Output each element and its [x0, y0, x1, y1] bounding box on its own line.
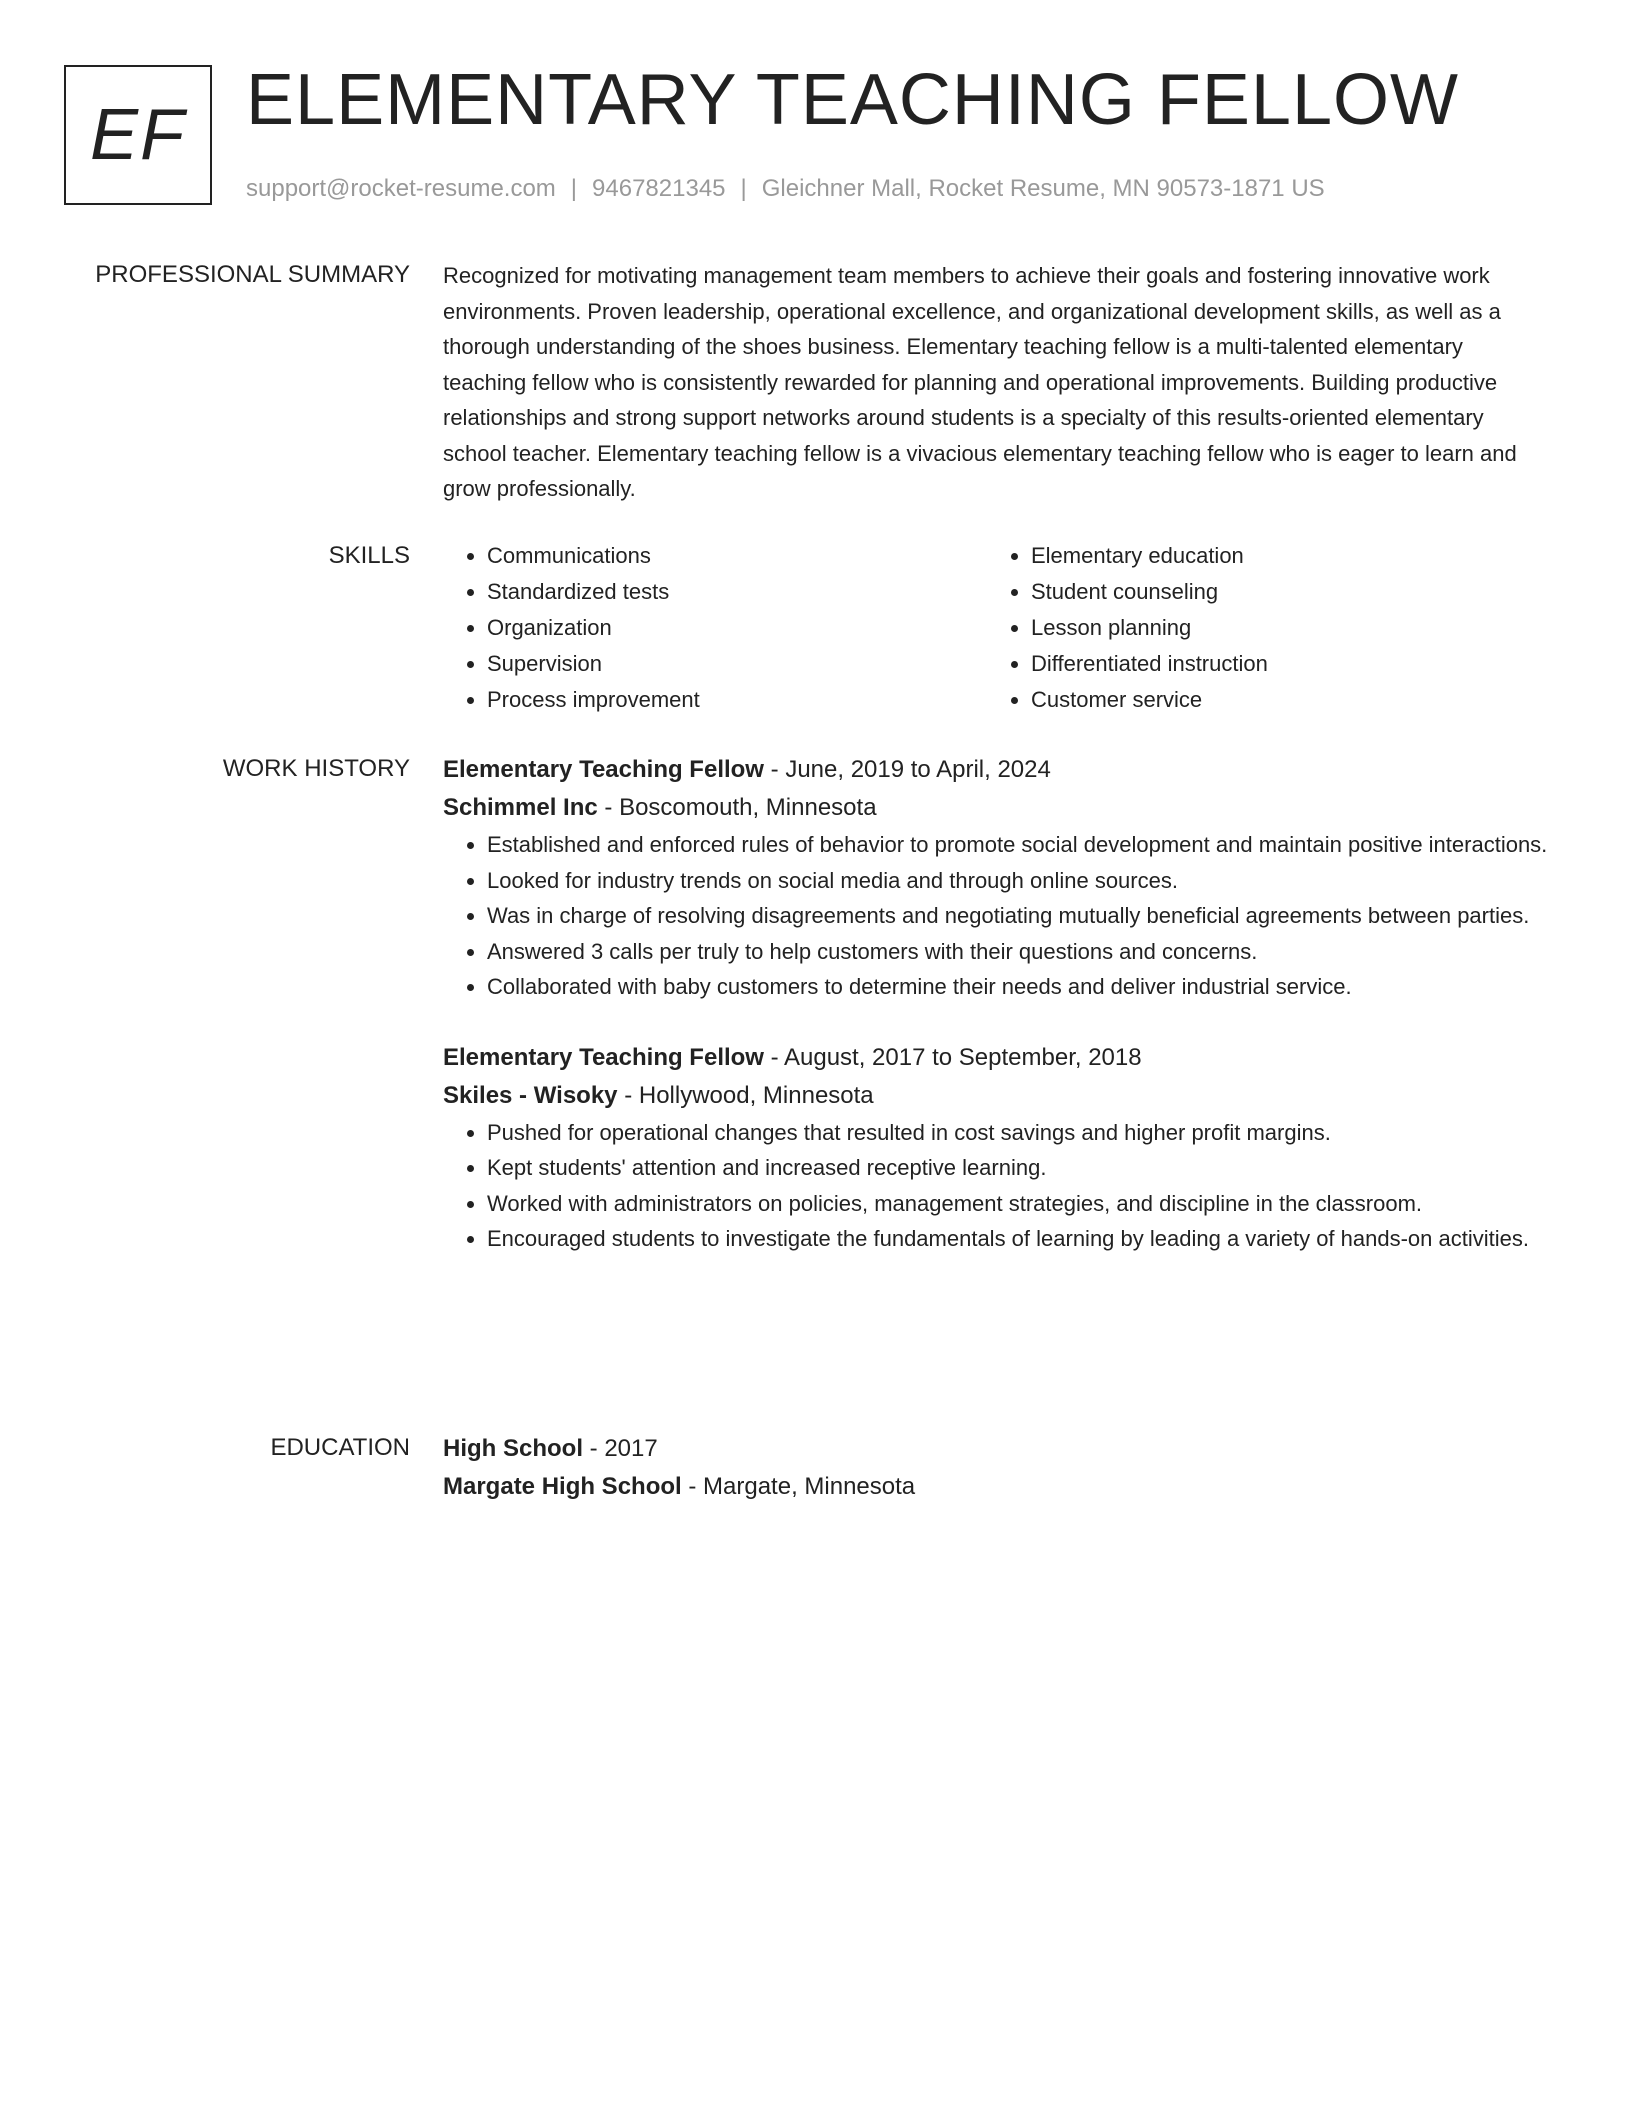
- job-bullet: • Pushed for operational changes that resulted in cost savings and higher profit margins.: [487, 1115, 1549, 1151]
- skill-item: • Student counseling: [1031, 574, 1531, 610]
- job-title-line: [443, 751, 1549, 789]
- contact-address: Gleichner Mall, Rocket Resume, MN 90573-1871 US: [761, 175, 1325, 202]
- job-company-line: [443, 789, 1549, 827]
- education-school: Margate High School: [443, 1473, 682, 1500]
- job-company: Schimmel Inc: [443, 794, 598, 821]
- job-title-line: [443, 1039, 1549, 1077]
- job-bullet-list: [443, 827, 1549, 1005]
- skill-item: • Elementary education: [1031, 538, 1531, 574]
- job-bullet: • Established and enforced rules of behavior to promote social development and maintain positive interactions.: [487, 827, 1549, 863]
- summary-body: [443, 258, 1549, 507]
- education-degree-line: [443, 1430, 1549, 1468]
- monogram-logo: [64, 65, 212, 205]
- contact-separator: |: [740, 175, 747, 202]
- contact-separator: |: [570, 175, 578, 202]
- education-location: - Margate, Minnesota: [688, 1473, 916, 1500]
- skills-heading: SKILLS: [328, 542, 410, 569]
- job-bullet: • Worked with administrators on policies, management strategies, and discipline in the classroom.: [487, 1186, 1549, 1222]
- skill-item: • Customer service: [1031, 682, 1531, 718]
- job-bullet: • Encouraged students to investigate the fundamentals of learning by leading a variety of hands-on activities.: [487, 1221, 1549, 1257]
- contact-line: [246, 173, 1325, 205]
- contact-email: support@rocket-resume.com: [246, 175, 556, 202]
- job-bullet: • Was in charge of resolving disagreements and negotiating mutually beneficial agreements between parties.: [487, 898, 1549, 934]
- job-entry: [443, 1039, 1549, 1257]
- job-role: Elementary Teaching Fellow: [443, 1043, 764, 1071]
- skill-item: • Lesson planning: [1031, 610, 1531, 646]
- job-location: - Boscomouth, Minnesota: [604, 794, 877, 821]
- job-company: Skiles - Wisoky: [443, 1081, 618, 1109]
- education-degree: High School: [443, 1435, 583, 1462]
- job-bullet: • Collaborated with baby customers to determine their needs and deliver industrial service.: [487, 969, 1549, 1005]
- skills-body: [443, 538, 1549, 718]
- job-dates: - June, 2019 to April, 2024: [770, 756, 1051, 783]
- job-company-line: [443, 1077, 1549, 1115]
- job-location: - Hollywood, Minnesota: [624, 1081, 874, 1109]
- skill-item: • Standardized tests: [487, 574, 987, 610]
- education-body: [443, 1430, 1549, 1506]
- job-bullet-list: [443, 1115, 1549, 1257]
- job-role: Elementary Teaching Fellow: [443, 756, 764, 783]
- skills-list-right: [987, 538, 1531, 718]
- job-bullet: • Answered 3 calls per truly to help customers with their questions and concerns.: [487, 934, 1549, 970]
- work-history-body: [443, 751, 1549, 1257]
- contact-phone: 9467821345: [592, 175, 726, 202]
- work-history-heading: WORK HISTORY: [222, 755, 410, 782]
- skill-item: • Supervision: [487, 646, 987, 682]
- job-bullet: • Looked for industry trends on social media and through online sources.: [487, 863, 1549, 899]
- skill-item: • Organization: [487, 610, 987, 646]
- job-dates: - August, 2017 to September, 2018: [770, 1043, 1142, 1071]
- skills-list-left: [443, 538, 987, 718]
- education-heading: EDUCATION: [270, 1434, 410, 1461]
- summary-text: Recognized for motivating management team members to achieve their goals and fostering innovative work environments. Proven leadership, operational excellence, and organizational development skills, as well as a thorough understanding of the shoes business. Elementary teaching fellow is a multi-talented elementary teaching fellow who is consistently rewarded for planning and operational improvements. Building productive relationships and strong support networks around students is a specialty of this results-oriented elementary school teacher. Elementary teaching fellow is a vivacious elementary teaching fellow who is eager to learn and grow professionally.: [443, 263, 1517, 501]
- education-school-line: [443, 1468, 1549, 1506]
- skill-item: • Process improvement: [487, 682, 987, 718]
- education-year: - 2017: [589, 1435, 658, 1462]
- resume-name: ELEMENTARY TEACHING FELLOW: [246, 60, 1459, 140]
- summary-heading: PROFESSIONAL SUMMARY: [95, 261, 410, 288]
- skills-grid: [443, 538, 1549, 718]
- skill-item: • Communications: [487, 538, 987, 574]
- skill-item: • Differentiated instruction: [1031, 646, 1531, 682]
- job-bullet: • Kept students' attention and increased receptive learning.: [487, 1150, 1549, 1186]
- job-entry: [443, 751, 1549, 1005]
- monogram-initials: EF: [89, 95, 186, 175]
